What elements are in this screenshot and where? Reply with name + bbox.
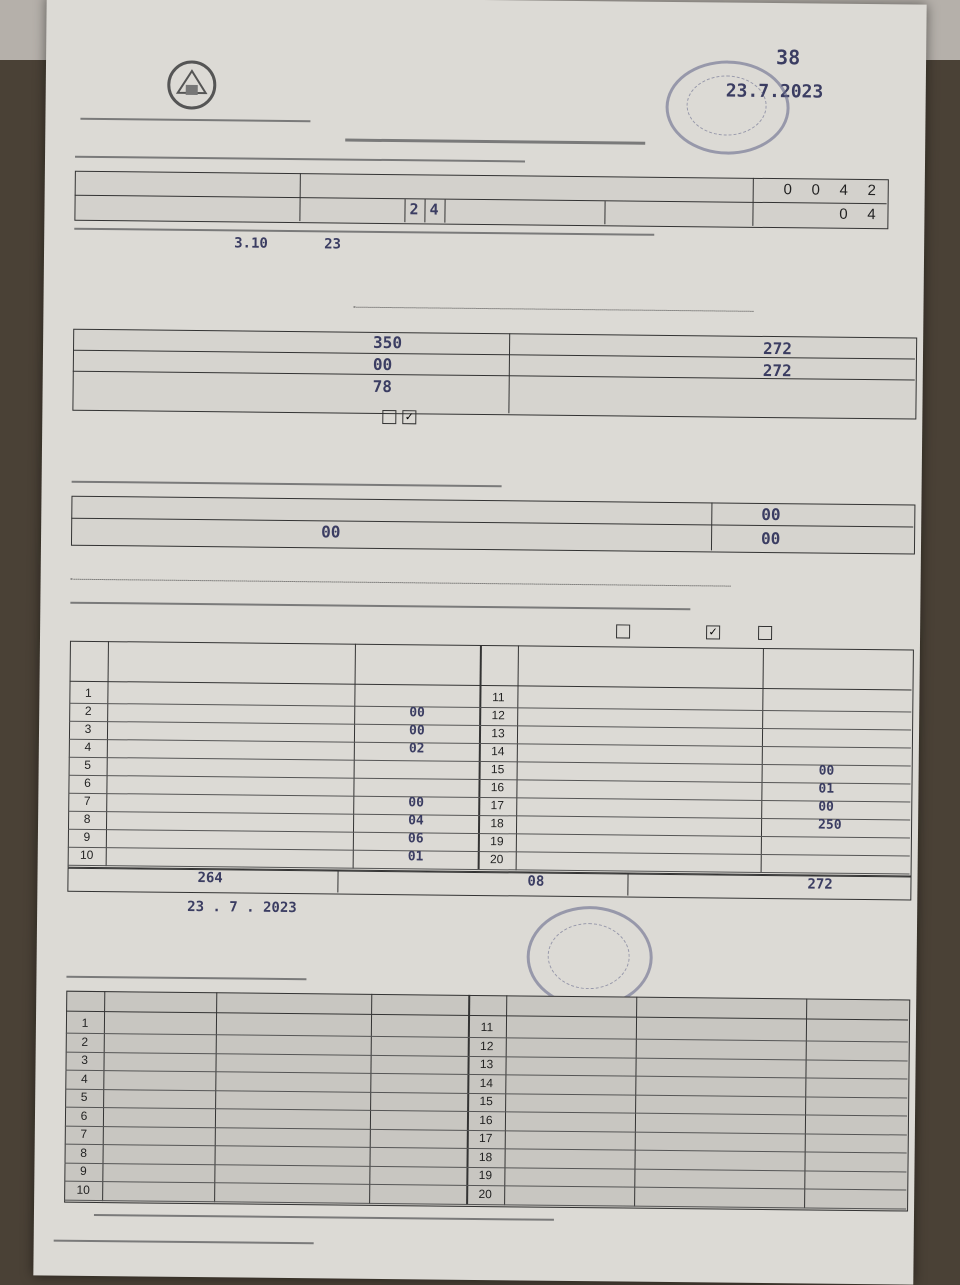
witness-row-number: 13 — [479, 1057, 494, 1072]
digit-box-1: 2 — [409, 200, 419, 219]
party-row-votes: 00 — [408, 795, 425, 811]
party-row-votes: 01 — [407, 849, 424, 865]
footer-line — [54, 1240, 314, 1245]
party-row-votes: 00 — [409, 705, 425, 721]
witness-row-number: 2 — [81, 1034, 89, 1049]
witness-row-number: 9 — [80, 1163, 87, 1178]
total-valid-votes: 264 — [197, 870, 223, 887]
station-code-1: 0 — [811, 181, 820, 199]
party-row-number: 16 — [490, 780, 505, 795]
signing-date: 23 . 7 . 2023 — [187, 898, 297, 917]
party-row-number: 4 — [84, 739, 92, 754]
witness-row-number: 15 — [479, 1094, 493, 1109]
party-row-number: 1 — [85, 685, 92, 700]
count-date-handwritten: 23 — [324, 236, 342, 253]
witness-row-number: 7 — [80, 1126, 88, 1141]
party-row-number: 10 — [79, 847, 94, 862]
commune-code-1: 4 — [867, 206, 876, 224]
national-emblem — [166, 59, 219, 112]
witness-row-number: 16 — [479, 1112, 493, 1127]
party-row-number: 20 — [489, 852, 504, 867]
party-row-number: 3 — [84, 721, 92, 736]
total-ballots-in-box: 272 — [807, 876, 833, 893]
witness-row-number: 12 — [479, 1038, 494, 1053]
party-row-number: 13 — [491, 726, 505, 741]
witness-row-number: 11 — [480, 1020, 494, 1035]
witness-row-number: 4 — [80, 1071, 88, 1086]
checkbox-inconsistent-checked[interactable]: ✓ — [402, 410, 416, 424]
station-code-2: 4 — [839, 181, 848, 199]
official-seal-top — [665, 60, 790, 155]
party-row-votes: 06 — [407, 831, 424, 847]
witness-row-number: 5 — [80, 1089, 88, 1104]
section1-title-line — [75, 156, 525, 163]
checkbox-s4-a[interactable] — [616, 624, 630, 638]
party-row-votes: 00 — [818, 763, 835, 779]
witness-row-number: 10 — [76, 1182, 90, 1197]
handwritten-date-top: 23.7.2023 — [725, 80, 824, 103]
party-row-number: 9 — [83, 829, 91, 844]
checkbox-s4-c[interactable] — [758, 626, 772, 640]
party-row-votes: 02 — [408, 741, 425, 757]
ballots-received-value: 350 — [373, 332, 403, 353]
party-row-number: 7 — [83, 793, 91, 808]
party-row-number: 14 — [491, 744, 505, 759]
checkbox-consistent[interactable] — [382, 410, 396, 424]
party-row-votes: 00 — [408, 723, 425, 739]
party-row-number: 17 — [490, 798, 505, 813]
party-row-number: 12 — [491, 708, 505, 723]
party-row-number: 2 — [84, 703, 92, 718]
party-row-number: 11 — [492, 690, 505, 705]
complaints-b-value: 00 — [761, 504, 781, 525]
witness-row-number: 6 — [80, 1108, 88, 1123]
station-code-3: 2 — [867, 182, 876, 200]
witness-row-number: 19 — [478, 1168, 493, 1183]
party-row-votes: 01 — [818, 781, 835, 797]
party-row-number: 8 — [83, 811, 91, 826]
ballots-in-box-value: 272 — [762, 360, 792, 381]
section3-title-line — [72, 481, 502, 488]
witness-row-number: 8 — [80, 1145, 88, 1160]
party-row-number: 6 — [84, 775, 91, 790]
witness-row-number: 3 — [81, 1052, 88, 1067]
voters-count-value: 272 — [762, 338, 793, 359]
form-title-line — [345, 139, 645, 145]
section2-title-line — [74, 228, 654, 236]
ballots-unused-value: 78 — [372, 376, 393, 397]
handwritten-code-top: 38 — [775, 45, 801, 70]
party-row-votes: 04 — [408, 813, 424, 829]
party-row-votes: 00 — [818, 799, 835, 815]
section5-title-line — [66, 976, 306, 981]
section4-title-line — [70, 602, 690, 610]
commune-code-0: 0 — [839, 205, 848, 223]
complaints-c-value: 00 — [760, 528, 781, 549]
count-start-time: 3.10 — [234, 235, 268, 252]
station-code-0: 0 — [783, 181, 792, 199]
total-invalid-votes: 08 — [527, 873, 545, 890]
party-row-number: 19 — [490, 834, 504, 849]
footer-note-line — [94, 1214, 554, 1221]
witness-row-number: 17 — [479, 1131, 493, 1146]
checkbox-s4-b-checked[interactable]: ✓ — [706, 625, 720, 639]
ballot-count-form-page — [33, 0, 926, 1285]
party-row-number: 18 — [490, 816, 504, 831]
witness-row-number: 14 — [479, 1075, 494, 1090]
party-row-number: 5 — [84, 757, 92, 772]
party-row-number: 15 — [490, 762, 505, 777]
ballots-spoiled-value: 00 — [372, 354, 393, 375]
witness-row-number: 20 — [478, 1186, 492, 1201]
digit-box-2: 4 — [429, 200, 439, 219]
complaints-a-value: 00 — [321, 522, 341, 542]
header-line — [80, 118, 310, 122]
party-row-votes: 250 — [818, 817, 842, 833]
witness-row-number: 1 — [81, 1015, 89, 1030]
witness-row-number: 18 — [478, 1149, 493, 1164]
official-seal-station — [526, 906, 653, 1009]
